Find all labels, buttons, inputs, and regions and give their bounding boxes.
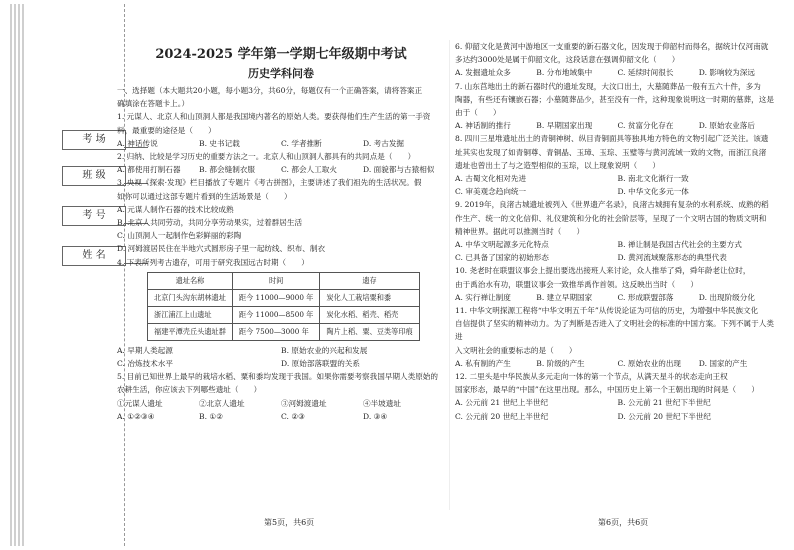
question	[117, 150, 445, 176]
answer-option: A. 私有制的产生	[455, 358, 511, 368]
answer-option: A. 神话传说	[117, 138, 158, 148]
answer-option: C. 审美观念趋向统一	[455, 187, 527, 197]
table-row	[148, 306, 420, 323]
exam-title: 2024-2025 学年第一学期七年级期中考试	[155, 47, 407, 62]
answer-option: D. 考古发掘	[363, 138, 405, 148]
question-list-right	[455, 40, 780, 423]
option-group	[455, 291, 780, 304]
answer-option: B. 禅让制是我国古代社会的主要方式	[617, 240, 742, 250]
question	[117, 110, 445, 150]
answer-option: C. 公元前 20 世纪上半世纪	[455, 411, 549, 421]
answer-option: C. 延续时间很长	[617, 68, 674, 78]
table-cell: 陶片上稻、粟、豆类等印痕	[320, 323, 419, 340]
option-group	[455, 172, 780, 198]
answer-option: A. 都使用打制石器	[117, 165, 181, 175]
answer-option: D. 出现阶级分化	[698, 292, 755, 302]
question	[117, 410, 445, 423]
question	[117, 370, 445, 410]
option-group	[117, 410, 445, 423]
table-cell: 北京门头沟东胡林遗址	[148, 289, 233, 306]
seal-label-class: 班 级	[62, 166, 126, 186]
question-stem: 多达约3000处是属于仰韶文化，这段话意在强调仰韶文化（ ）	[455, 55, 680, 65]
artifact-table	[147, 272, 420, 341]
question	[455, 264, 780, 304]
answer-option: ②北京人遗址	[199, 398, 245, 408]
seal-label-exam-room: 考 场	[62, 130, 126, 150]
question-stem: 精神世界。据此可以推测当时（ ）	[455, 226, 585, 236]
question	[455, 80, 780, 133]
answer-option: B. 原始农业的兴起和发展	[281, 345, 368, 355]
option-group	[117, 203, 445, 256]
page-number-right: 第6页，共6页	[598, 518, 649, 527]
table-cell: 距今 11000—8500 年	[232, 306, 319, 323]
answer-option: A. ①②③④	[117, 411, 155, 421]
table-header-cell: 遗存	[320, 272, 419, 289]
answer-option: C. 冶炼技术水平	[117, 359, 173, 369]
question-stem: 8. 四川三星堆遗址出土的青铜神树、纵目青铜面具等独具地方特色的文物引起广泛关注。该遗	[455, 134, 769, 144]
answer-option: D. ③④	[363, 411, 388, 421]
seal-strip	[28, 4, 125, 546]
table-row	[148, 323, 420, 340]
option-group	[117, 344, 445, 370]
answer-option: B. 分布地域集中	[536, 68, 593, 78]
question-stem: 农耕生活，你应该去下列哪些遗址（ ）	[117, 385, 262, 395]
answer-option: D. 影响较为深远	[698, 68, 755, 78]
page-divider	[449, 40, 450, 510]
table-header-cell: 时间	[232, 272, 319, 289]
answer-option: D. 原始农业落后	[698, 121, 755, 131]
answer-option: A. 中华文明起源多元化特点	[455, 240, 549, 250]
option-group	[117, 163, 445, 176]
question-stem: 10. 尧老时在联盟议事会上提出要选出接班人来讨论，众人推举了舜，舜年龄老让位时，	[455, 266, 751, 276]
seal-label-name: 姓 名	[62, 246, 126, 266]
answer-option: D. 国家的产生	[698, 358, 748, 368]
answer-option: B. ①②	[199, 411, 224, 421]
question-stem: 9. 2019年，良渚古城遗址被列入《世界遗产名录》，良渚古城拥有复杂的水利系统、成熟的稻	[455, 200, 769, 210]
answer-option: ①元谋人遗址	[117, 398, 163, 408]
answer-option: B. 北京人共同劳动，共同分享劳动果实，过着群居生活	[117, 218, 303, 228]
answer-option: D. 公元前 20 世纪下半世纪	[617, 411, 711, 421]
answer-option: B. 都会缝制衣服	[199, 165, 255, 175]
option-group	[455, 396, 780, 422]
answer-option: A. 古蜀文化相对先进	[455, 174, 527, 184]
question-stem: 由于禹治水有功，联盟议事会一致推举禹作首领。这反映出当时（ ）	[455, 279, 698, 289]
question-stem: 11. 中华文明探源工程将“中华文明五千年”从传说论证为可信的历史，为增强中华民族文化	[455, 306, 759, 316]
question-stem: 12. 二里头是中华民族从多元走向一体的第一个节点，从满天星斗的状态走向王权	[455, 372, 728, 382]
answer-option: C. 山顶洞人一起制作色彩鲜丽的彩陶	[117, 231, 242, 241]
answer-option: D. 河姆渡居民住在半地穴式圆形房子里一起纺线、织布、制衣	[117, 244, 326, 254]
answer-option: B. 建立早期国家	[536, 292, 593, 302]
instructions-line: 一、选择题（本大题共20小题，每小题3分，共60分，每题仅有一个正确答案，请将答案正	[117, 86, 423, 95]
table-cell: 距今 11000—9000 年	[232, 289, 319, 306]
answer-option: ③河姆渡遗址	[281, 398, 327, 408]
question-stem: 5. 目前已知世界上最早的栽培水稻、粟和黍均发现于我国。如果你需要考察我国早期人类原始的	[117, 372, 438, 382]
table-row	[148, 289, 420, 306]
question	[455, 132, 780, 198]
answer-option: C. 都会人工取火	[281, 165, 337, 175]
instructions-line: 确填涂在答题卡上。）	[117, 99, 190, 109]
table-cell: 炭化人工栽培粟和黍	[320, 289, 419, 306]
question-stem: 入文明社会的重要标志的是（ ）	[455, 345, 577, 355]
table-cell: 炭化水稻、稻壳、稻壳	[320, 306, 419, 323]
page-right	[455, 40, 780, 423]
option-group	[117, 137, 445, 150]
question	[455, 304, 780, 370]
answer-option: A. 实行禅让制度	[455, 292, 511, 302]
question-stem: 7. 山东莒地出土的新石器时代的遗址发现，大汶口出土，大墓随葬品一般有五六十件，多为	[455, 81, 761, 91]
option-group	[455, 66, 780, 79]
question-stem: 址其实也发现了如青铜尊、青铜晶、玉璋、玉琮、玉璧等与黄河流域一致的文物，而浙江良渚	[455, 147, 767, 157]
answer-option: B. 史书记载	[199, 138, 240, 148]
answer-option: C. 学者推断	[281, 138, 322, 148]
exam-subtitle: 历史学科问卷	[248, 67, 314, 80]
answer-option: D. 黄河流域聚落形态的典型代表	[617, 253, 727, 263]
question-stem: 2. 归纳、比较是学习历史的重要方法之一。北京人和山顶洞人都具有的共同点是（ ）	[117, 152, 416, 162]
table-cell: 距今 7500—3000 年	[232, 323, 319, 340]
question	[455, 198, 780, 264]
answer-option: A. 早期人类起源	[117, 345, 173, 355]
question	[117, 176, 445, 255]
question-stem: 3. 央视《探索·发现》栏目播放了专题片《考古拼图》，主要讲述了我们祖先的生活状况。假	[117, 178, 422, 188]
answer-option: A. 元谋人制作石器的技术比较成熟	[117, 204, 234, 214]
question-stem: 作生产、统一的文化信仰、礼仪建筑和分化的社会阶层等，呈现了一个文明古国的物质文明和	[455, 213, 767, 223]
page-number-left: 第5页，共6页	[264, 518, 315, 527]
table-cell: 福建平潭壳丘头遗址群	[148, 323, 233, 340]
answer-option: ④半坡遗址	[363, 398, 401, 408]
question-stem: 自信提供了坚实的精神动力。为了判断是否进入了文明社会的标准的中国方案。下列不属于人类进	[455, 319, 774, 342]
table-cell: 浙江浦江上山遗址	[148, 306, 233, 323]
question	[455, 370, 780, 423]
answer-option: D. 中华文化多元一体	[617, 187, 689, 197]
binding-strip	[10, 4, 26, 546]
option-group	[455, 357, 780, 370]
question-stem: 如你可以通过这部专题片看到的生活场景是（ ）	[117, 191, 292, 201]
answer-option: A. 神话制的推行	[455, 121, 511, 131]
answer-option: B. 公元前 21 世纪下半世纪	[617, 398, 711, 408]
question-stem: 1. 元谋人、北京人和山顶洞人都是我国境内著名的原始人类。要获得他们生产生活的第一手资	[117, 112, 431, 122]
answer-option: C. 形成联盟部落	[617, 292, 674, 302]
page-left	[117, 40, 445, 423]
option-group	[117, 397, 445, 410]
question-list-left	[117, 110, 445, 423]
answer-option: B. 南北文化渐行一致	[617, 174, 689, 184]
question-stem: 料，最重要的途径是（ ）	[117, 125, 216, 135]
option-group	[455, 119, 780, 132]
question-stem: 陶器，有些还有镶嵌石器；小墓随葬品少，甚至没有一件，这种现象说明这一时期的墓葬，这是由于（ ）	[455, 94, 774, 118]
answer-option: D. 原始部落联盟的关系	[281, 359, 360, 369]
answer-option: A. 发掘遗址众多	[455, 68, 511, 78]
question-stem: 国家形态，最早的“中国”在这里出现。那么，中国历史上第一个王朝出现的时间是（ ）	[455, 385, 759, 395]
answer-option: C. 贫富分化存在	[617, 121, 674, 131]
answer-option: B. 阶级的产生	[536, 358, 585, 368]
seal-label-exam-number: 考 号	[62, 206, 126, 226]
answer-option: C. 原始农业的出现	[617, 358, 682, 368]
question-stem: 6. 仰韶文化是黄河中游地区一支重要的新石器文化，因发现于仰韶村而得名，据统计仅河南就	[455, 42, 769, 51]
question-stem: 4. 下表所列考古遗存，可用于研究我国远古时期（ ）	[117, 257, 309, 267]
answer-option: A. 公元前 21 世纪上半世纪	[455, 398, 549, 408]
answer-option: B. 早期国家出现	[536, 121, 593, 131]
table-header-cell: 遗址名称	[148, 272, 233, 289]
option-group	[455, 238, 780, 264]
question	[455, 40, 780, 80]
answer-option: C. 已具备了国家的初始形态	[455, 253, 549, 263]
question	[117, 256, 445, 371]
answer-option: D. 面貌都与古猿相似	[363, 165, 435, 175]
answer-option: C. ②③	[281, 411, 305, 421]
question-stem: 遗址也曾出土了与之造型相似的玉琮，以上现象说明（ ）	[455, 160, 661, 170]
